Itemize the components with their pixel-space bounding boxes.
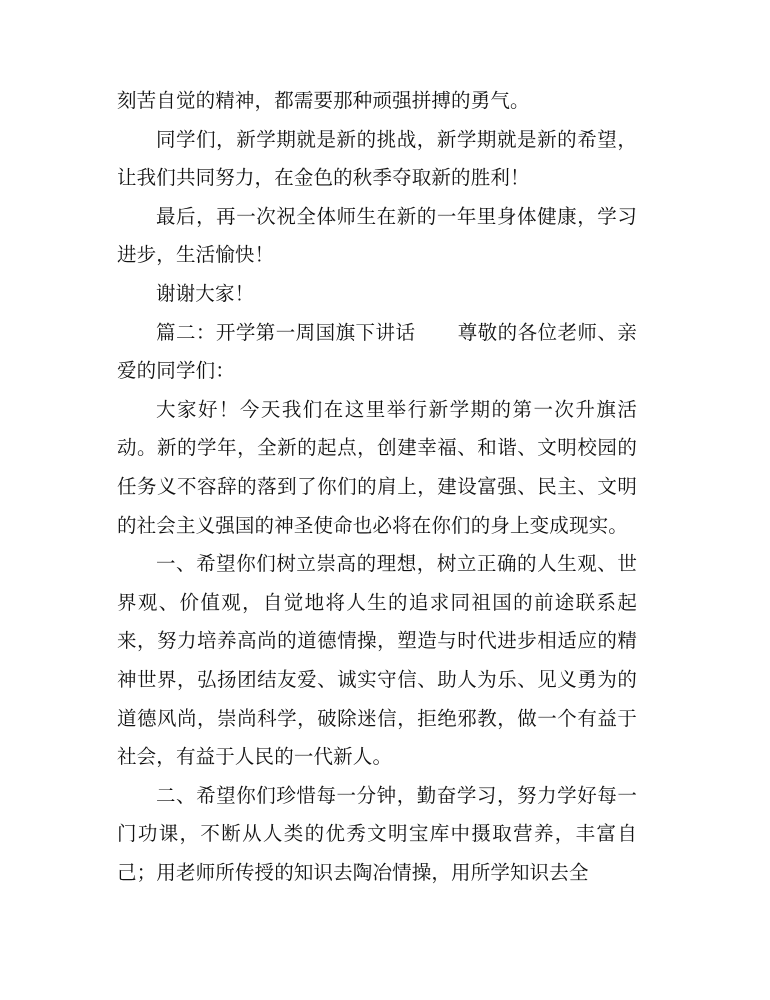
paragraph-text: 二、希望你们珍惜每一分钟，勤奋学习，努力学好每一门功课，不断从人类的优秀文明宝库中摄取营养，丰富自己；用老师所传授的知识去陶冶情操，用所学知识去全	[117, 783, 637, 884]
section-title-part-two	[117, 314, 637, 391]
paragraph-study-hard	[117, 777, 637, 893]
document-body	[117, 82, 637, 892]
paragraph-spirit-continuation	[117, 82, 637, 121]
paragraph-best-wishes	[117, 198, 637, 275]
paragraph-new-semester-challenge	[117, 121, 637, 198]
paragraph-text: 刻苦自觉的精神，都需要那种顽强拼搏的勇气。	[117, 89, 530, 112]
paragraph-text: 谢谢大家！	[156, 281, 255, 305]
paragraph-text: 同学们，新学期就是新的挑战，新学期就是新的希望，让我们共同努力，在金色的秋季夺取新的胜利！	[117, 127, 637, 190]
section-title: 篇二：开学第一周国旗下讲话	[156, 320, 416, 344]
paragraph-ideals	[117, 545, 637, 777]
paragraph-text: 一、希望你们树立崇高的理想，树立正确的人生观、世界观、价值观，自觉地将人生的追求同祖国的前途联系起来，努力培养高尚的道德情操，塑造与时代进步相适应的精神世界，弘扬团结友爱、诚实守信、助人为乐、见义勇为的道德风尚，崇尚科学，破除迷信，拒绝邪教，做一个有益于社会，有益于人民的一代新人。	[117, 552, 637, 769]
paragraph-text: 大家好！今天我们在这里举行新学期的第一次升旗活动。新的学年，全新的起点，创建幸福、和谐、文明校园的任务义不容辞的落到了你们的肩上，建设富强、民主、文明的社会主义强国的神圣使命也必将在你们的身上变成现实。	[117, 397, 637, 537]
paragraph-opening-remarks	[117, 391, 637, 545]
speech-greeting: 尊敬的各位老师、亲爱的同学们：	[117, 320, 637, 383]
paragraph-text: 最后，再一次祝全体师生在新的一年里身体健康，学习进步，生活愉快！	[117, 204, 637, 267]
paragraph-thanks	[117, 275, 637, 314]
